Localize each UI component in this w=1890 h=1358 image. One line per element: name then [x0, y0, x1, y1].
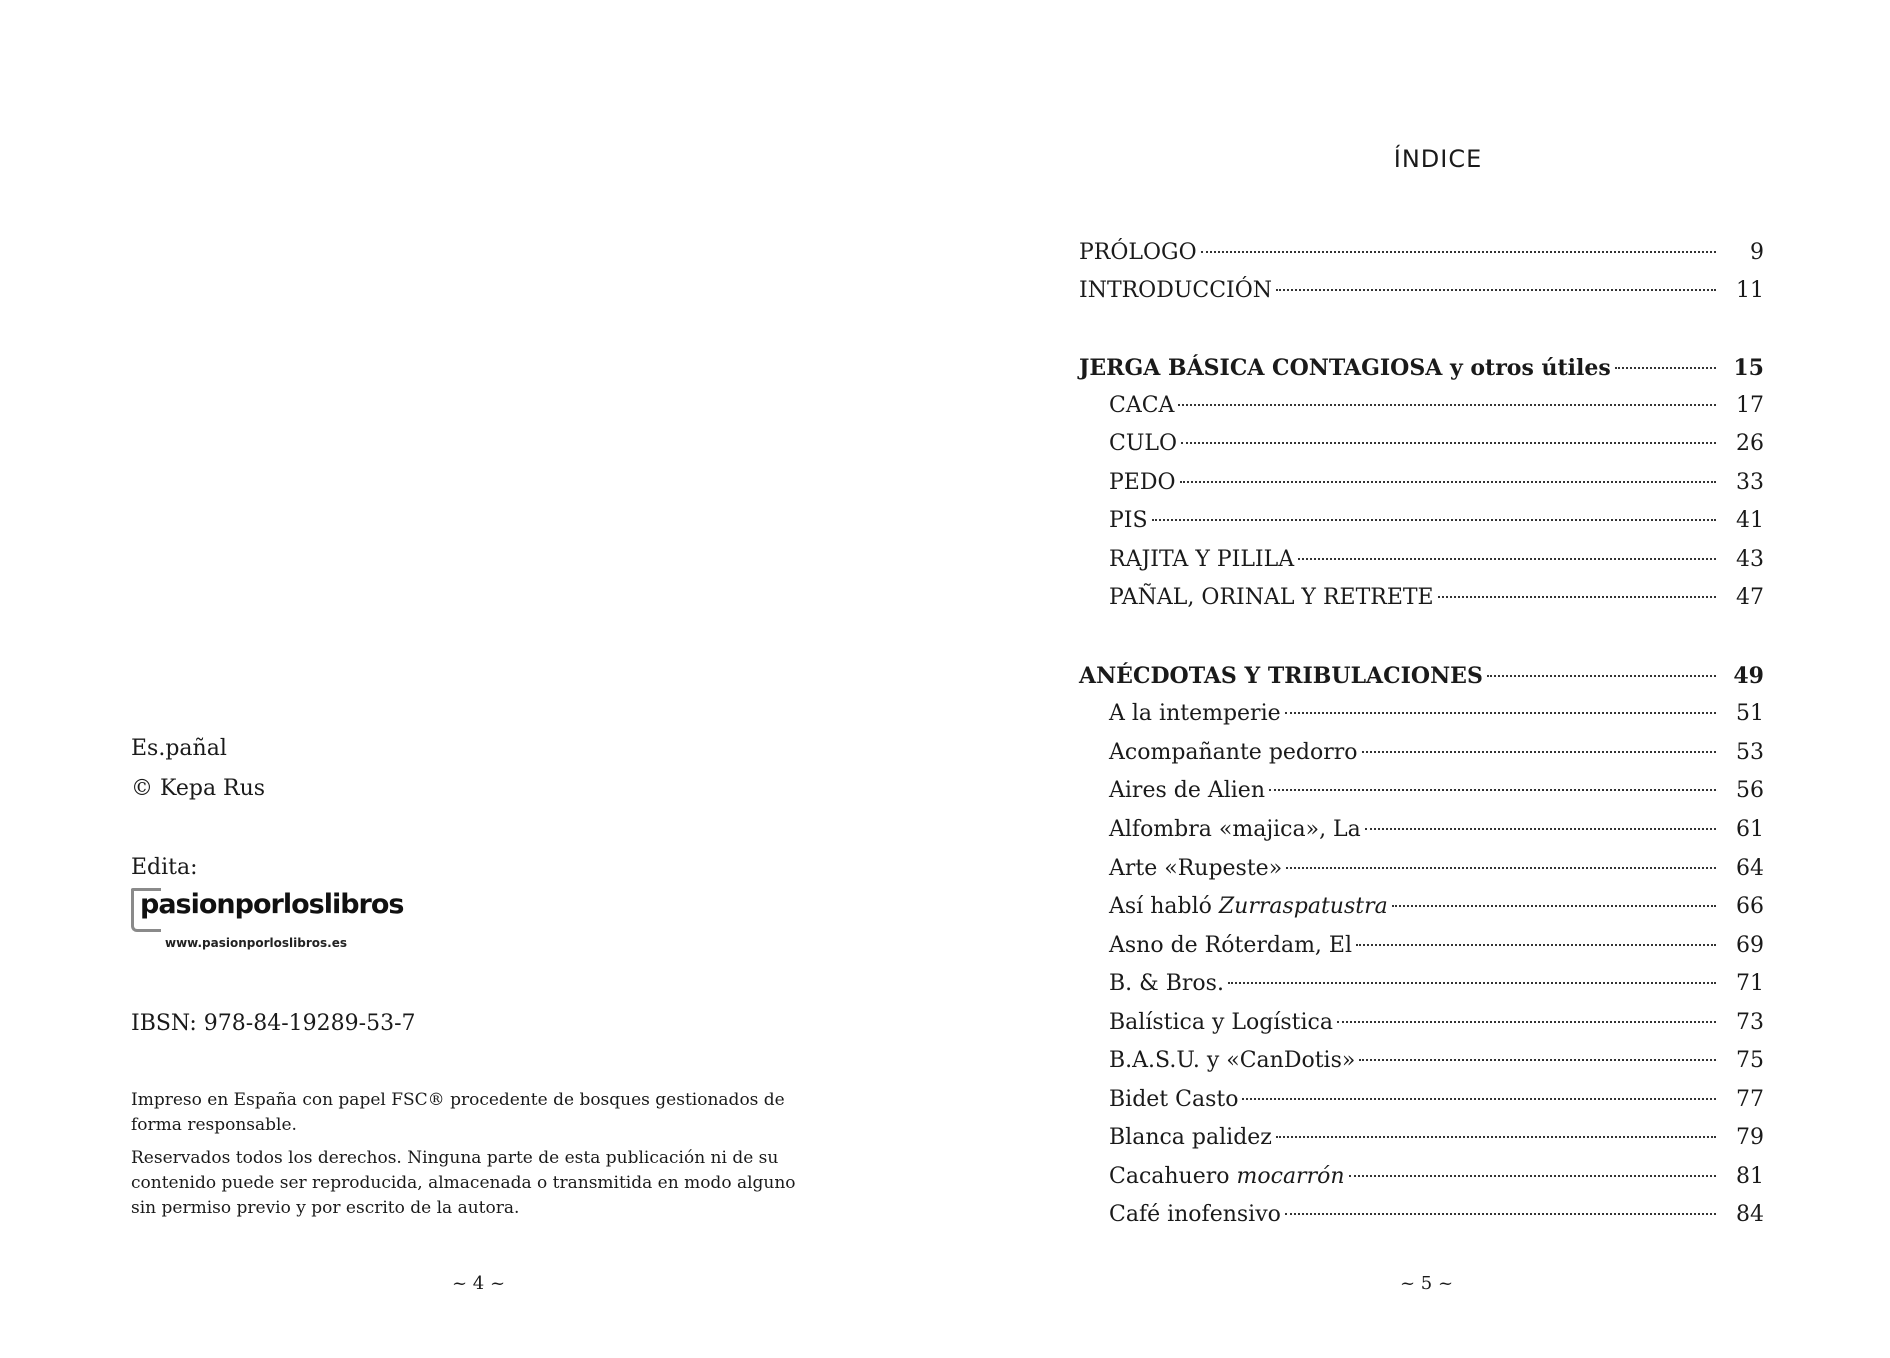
print-notice: Impreso en España con papel FSC® procedente de bosques gestionados de forma responsable. — [131, 1090, 785, 1135]
toc-dot-leader — [1178, 404, 1716, 406]
toc-entry-title-text: PAÑAL, ORINAL Y RETRETE — [1109, 585, 1434, 610]
toc-entry-page: 73 — [1736, 1010, 1764, 1035]
toc-entry-title — [1079, 659, 1483, 693]
toc-entry-title-text: Así habló — [1109, 894, 1212, 919]
toc-entry-title-text: Bidet Casto — [1109, 1087, 1239, 1112]
toc-entry-title-text: Arte «Rupeste» — [1109, 856, 1283, 881]
toc-entry-title — [1109, 813, 1361, 847]
toc-entry-page: 69 — [1736, 933, 1764, 958]
toc-entry-page: 81 — [1736, 1164, 1764, 1189]
toc-entry-page: 26 — [1736, 431, 1764, 456]
toc-dot-leader — [1487, 675, 1716, 677]
toc-dot-leader — [1285, 1213, 1716, 1215]
toc-entry — [1109, 1121, 1764, 1155]
toc-entry-title — [1109, 466, 1176, 500]
rights-notice: Reservados todos los derechos. Ninguna parte de esta publicación ni de su contenido puede ser reproducida, almacenada o transmitida en modo alguno sin permiso previo y por escrito de la autora. — [131, 1148, 796, 1218]
toc-entry-page: 75 — [1736, 1048, 1764, 1073]
toc-entry-page: 49 — [1733, 663, 1764, 689]
toc-dot-leader — [1152, 519, 1716, 521]
toc-entry-title — [1109, 427, 1177, 461]
toc-entry-title — [1109, 389, 1174, 423]
toc-dot-leader — [1298, 558, 1716, 560]
toc-entry — [1109, 543, 1764, 577]
toc-entry-page: 51 — [1736, 701, 1764, 726]
toc-entry — [1109, 890, 1764, 924]
toc-entry-title-text: CULO — [1109, 431, 1178, 456]
isbn-line: IBSN: 978-84-19289-53-7 — [131, 1011, 416, 1036]
toc-entry-title-text: Blanca palidez — [1109, 1125, 1272, 1150]
toc-entry-page: 33 — [1736, 470, 1764, 495]
toc-entry — [1079, 274, 1764, 308]
toc-dot-leader — [1242, 1098, 1716, 1100]
toc-entry-title — [1109, 852, 1282, 886]
toc-entry-title-text: Acompañante pedorro — [1109, 740, 1358, 765]
toc-entry-page: 43 — [1736, 547, 1764, 572]
toc-entry-title-text: PIS — [1109, 508, 1148, 533]
toc-entry — [1109, 967, 1764, 1001]
toc-dot-leader — [1228, 982, 1716, 984]
publisher-url: www.pasionporloslibros.es — [165, 936, 347, 950]
toc-entry-page: 47 — [1736, 585, 1764, 610]
toc-entry — [1109, 466, 1764, 500]
toc-entry-title — [1109, 967, 1224, 1001]
page-number: ~ 4 ~ — [452, 1273, 506, 1294]
toc-entry — [1109, 697, 1764, 731]
toc-entry-title-text: INTRODUCCIÓN — [1079, 278, 1273, 303]
toc-dot-leader — [1438, 596, 1716, 598]
toc-entry-title-text: A la intemperie — [1109, 701, 1281, 726]
toc-entry-title-text: Cacahuero — [1109, 1164, 1230, 1189]
toc-entry-title-text: B.A.S.U. y «CanDotis» — [1109, 1048, 1356, 1073]
toc-entry-title — [1109, 543, 1294, 577]
toc-entry-title — [1109, 929, 1352, 963]
toc-entry — [1109, 504, 1764, 538]
toc-entry-page: 64 — [1736, 856, 1764, 881]
toc-entry-page: 84 — [1736, 1202, 1764, 1227]
publisher-logo — [131, 886, 431, 956]
toc-entry — [1109, 1198, 1764, 1232]
toc-entry — [1109, 1083, 1764, 1117]
toc-dot-leader — [1359, 1059, 1716, 1061]
toc-entry — [1109, 389, 1764, 423]
toc-dot-leader — [1201, 251, 1716, 253]
toc-entry — [1109, 852, 1764, 886]
toc-entry — [1079, 236, 1764, 270]
toc-entry — [1109, 1044, 1764, 1078]
toc-entry-title — [1109, 504, 1148, 538]
toc-dot-leader — [1180, 481, 1716, 483]
toc-entry-title-text: Alfombra «majica», La — [1109, 817, 1361, 842]
toc-dot-leader — [1615, 367, 1716, 369]
toc-entry — [1079, 659, 1764, 693]
toc-dot-leader — [1276, 1136, 1716, 1138]
toc-dot-leader — [1349, 1175, 1716, 1177]
toc-entry-title — [1109, 581, 1434, 615]
toc-entry-title-text: JERGA BÁSICA CONTAGIOSA y otros útiles — [1079, 355, 1611, 381]
toc-entry-page: 56 — [1736, 778, 1764, 803]
toc-entry — [1109, 774, 1764, 808]
toc-entry-title — [1109, 1006, 1333, 1040]
toc-entry-page: 11 — [1736, 278, 1764, 303]
toc-entry-title — [1109, 890, 1388, 924]
toc-entry-title-text: B. & Bros. — [1109, 971, 1224, 996]
toc-entry-title-text: Aires de Alien — [1109, 778, 1265, 803]
toc-dot-leader — [1181, 442, 1716, 444]
toc-entry-title — [1079, 351, 1611, 385]
toc-dot-leader — [1285, 712, 1716, 714]
toc-entry-title — [1079, 274, 1272, 308]
toc-dot-leader — [1362, 751, 1716, 753]
toc-dot-leader — [1276, 289, 1716, 291]
toc-entry-page: 41 — [1736, 508, 1764, 533]
toc-entry-title-text: Balística y Logística — [1109, 1010, 1333, 1035]
toc-dot-leader — [1286, 867, 1716, 869]
toc-dot-leader — [1365, 828, 1716, 830]
publisher-logo-text: pasionporloslibros — [140, 889, 404, 920]
toc-entry-page: 53 — [1736, 740, 1764, 765]
toc-entry-title-text: PEDO — [1109, 470, 1176, 495]
toc-entry-title-italic: mocarrón — [1236, 1164, 1345, 1189]
toc-entry-title — [1109, 1083, 1238, 1117]
toc-dot-leader — [1356, 944, 1716, 946]
book-title: Es.pañal — [131, 736, 227, 761]
toc-entry-page: 17 — [1736, 393, 1764, 418]
toc-entry — [1109, 427, 1764, 461]
copyright-line: © Kepa Rus — [131, 776, 266, 801]
toc-entry — [1079, 351, 1764, 385]
toc-entry-title-text: Café inofensivo — [1109, 1202, 1281, 1227]
toc-dot-leader — [1269, 789, 1716, 791]
toc-entry — [1109, 581, 1764, 615]
toc-entry-title — [1109, 1198, 1281, 1232]
toc-entry — [1109, 1006, 1764, 1040]
toc-entry — [1109, 736, 1764, 770]
toc-entry-title-text: Asno de Róterdam, El — [1109, 933, 1353, 958]
toc-entry-title — [1109, 736, 1358, 770]
toc-entry-page: 61 — [1736, 817, 1764, 842]
toc-entry-page: 15 — [1733, 355, 1764, 381]
toc-entry-title — [1109, 1044, 1355, 1078]
toc-entry-title-text: ANÉCDOTAS Y TRIBULACIONES — [1079, 663, 1483, 689]
edita-label: Edita: — [131, 855, 198, 880]
toc-dot-leader — [1392, 905, 1716, 907]
index-title: ÍNDICE — [1393, 145, 1483, 173]
toc-entry-title — [1109, 1121, 1272, 1155]
toc-entry — [1109, 1160, 1764, 1194]
toc-dot-leader — [1337, 1021, 1716, 1023]
toc-entry-title-text: RAJITA Y PILILA — [1109, 547, 1295, 572]
toc-entry-title-text: CACA — [1109, 393, 1175, 418]
toc-entry-title — [1079, 236, 1197, 270]
toc-entry-page: 9 — [1750, 240, 1764, 265]
toc-entry-page: 79 — [1736, 1125, 1764, 1150]
toc-entry — [1109, 813, 1764, 847]
toc-entry-title — [1109, 697, 1281, 731]
toc-entry-title — [1109, 1160, 1345, 1194]
toc-entry-title-text: PRÓLOGO — [1079, 240, 1197, 265]
toc-entry-page: 66 — [1736, 894, 1764, 919]
toc-entry — [1109, 929, 1764, 963]
toc-entry-page: 77 — [1736, 1087, 1764, 1112]
toc-entry-page: 71 — [1736, 971, 1764, 996]
toc-entry-title-italic: Zurraspatustra — [1218, 894, 1388, 919]
toc-entry-title — [1109, 774, 1265, 808]
page-number: ~ 5 ~ — [1400, 1273, 1454, 1294]
